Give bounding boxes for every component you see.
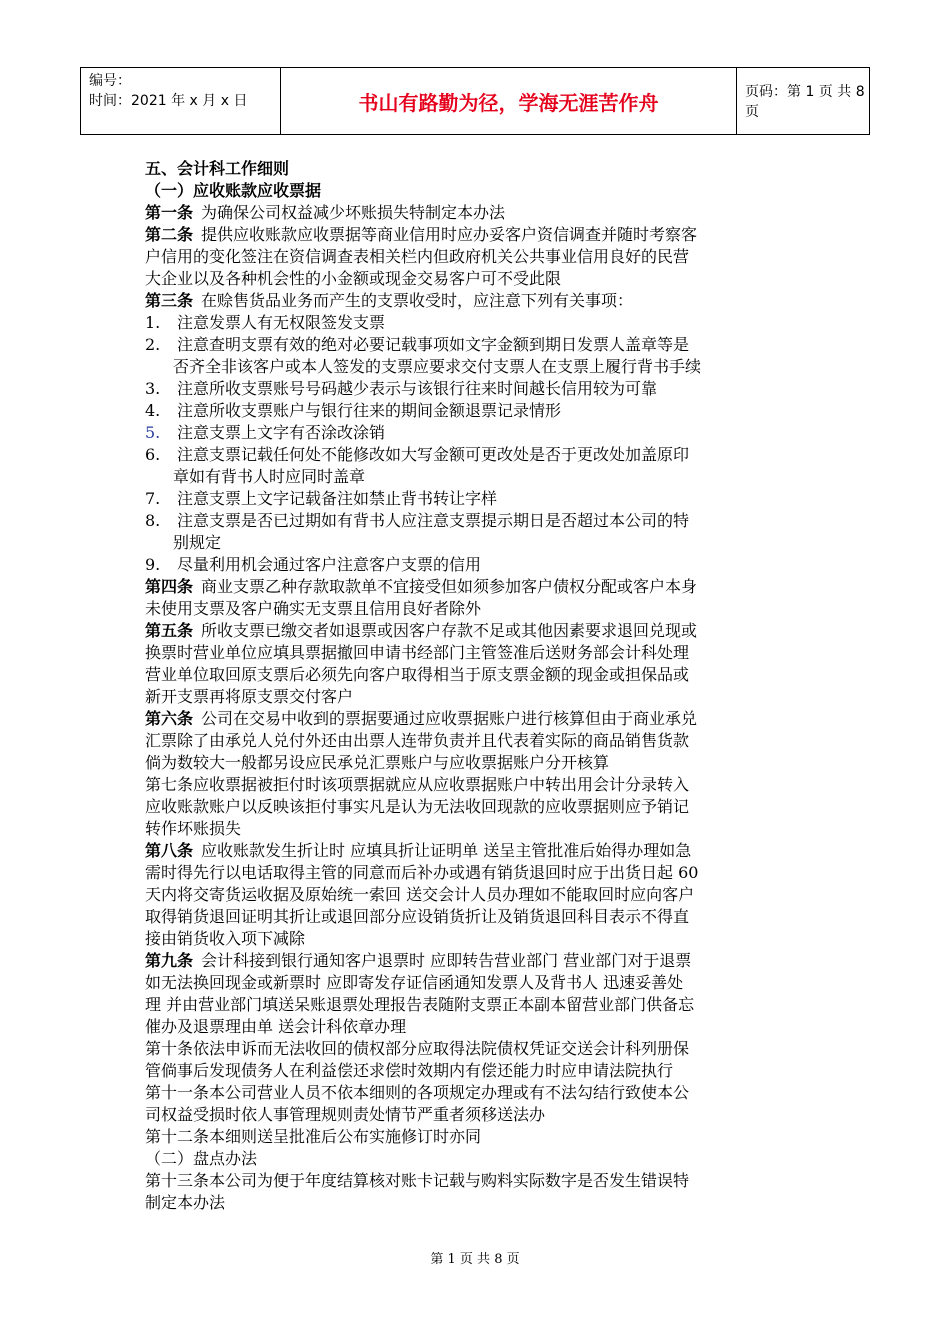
item-text: 注意所收支票账号号码越少表示与该银行往来时间越长信用较为可靠 [177, 379, 658, 398]
article-12-line: 第十二条本细则送呈批准后公布实施修订时亦同 [145, 1127, 482, 1146]
list-item [145, 422, 810, 444]
list-item-continuation: 否齐全非该客户或本人签发的支票应要求交付支票人在支票上履行背书手续 [173, 357, 702, 376]
list-item [145, 510, 810, 532]
item-text: 注意支票记载任何处不能修改如大写金额可更改处是否于更改处加盖原印 [177, 445, 690, 464]
item-text: 注意所收支票账户与银行往来的期间金额退票记录情形 [177, 401, 562, 420]
article-11-line: 第十一条本公司营业人员不依本细则的各项规定办理或有不法勾结行致使本公 [145, 1083, 690, 1102]
article-11-line: 司权益受损时依人事管理规则责处情节严重者须移送法办 [145, 1105, 546, 1124]
list-item [145, 312, 810, 334]
article-8-line: 天内将交寄货运收据及原始统一索回 送交会计人员办理如不能取回时应向客户 [145, 885, 695, 904]
item-number: 1. [145, 313, 161, 332]
article-5-line: 营业单位取回原支票后必须先向客户取得相当于原支票金额的现金或担保品或 [145, 665, 690, 684]
item-number: 2. [145, 335, 161, 354]
item-text: 尽量利用机会通过客户注意客户支票的信用 [177, 555, 482, 574]
header-time-label: 时间：2021 年 x 月 x 日 [89, 93, 248, 109]
article-text: 所收支票已缴交者如退票或因客户存款不足或其他因素要求退回兑现或 [201, 621, 698, 640]
item-number: 4. [145, 401, 161, 420]
list-item [145, 334, 810, 356]
article-13-line: 制定本办法 [145, 1193, 226, 1212]
article-3 [145, 290, 810, 312]
article-10-line: 管倘事后发现债务人在利益偿还求偿时效期内有偿还能力时应申请法院执行 [145, 1061, 674, 1080]
article-text: 商业支票乙种存款取款单不宜接受但如须参加客户债权分配或客户本身 [201, 577, 698, 596]
header-page-info: 页码：第 1 页 共 8 页 [745, 84, 865, 120]
item-number: 9. [145, 555, 161, 574]
article-8-line: 接由销货收入项下减除 [145, 929, 306, 948]
article-8-line: 取得销货退回证明其折让或退回部分应设销货折让及销货退回科目表示不得直 [145, 907, 690, 926]
article-text: 提供应收账款应收票据等商业信用时应办妥客户资信调查并随时考察客 [201, 225, 698, 244]
article-9-line: 催办及退票理由单 送会计科依章办理 [145, 1017, 407, 1036]
item-text: 注意查明支票有效的绝对必要记载事项如文字金额到期日发票人盖章等是 [177, 335, 690, 354]
header-motto: 书山有路勤为径，学海无涯苦作舟 [281, 68, 737, 134]
article-5-line: 换票时营业单位应填具票据撤回申请书经部门主管签准后送财务部会计科处理 [145, 643, 690, 662]
item-number: 5. [145, 423, 161, 442]
article-6-line [145, 708, 810, 730]
article-2-line: 户信用的变化签注在资信调查表相关栏内但政府机关公共事业信用良好的民营 [145, 247, 690, 266]
item-number: 6. [145, 445, 161, 464]
list-item-continuation: 别规定 [173, 533, 222, 552]
item-number: 7. [145, 489, 161, 508]
article-label: 第四条 [145, 577, 194, 596]
article-text: 应收账款发生折让时 应填具折让证明单 送呈主管批准后始得办理如急 [201, 841, 692, 860]
page-header [80, 67, 870, 135]
article-9-line: 如无法换回现金或新票时 应即寄发存证信函通知发票人及背书人 迅速妥善处 [145, 973, 684, 992]
article-4-line [145, 576, 810, 598]
subsection-title: （一）应收账款应收票据 [145, 181, 322, 200]
article-label: 第二条 [145, 225, 194, 244]
article-label: 第八条 [145, 841, 194, 860]
article-10-line: 第十条依法申诉而无法收回的债权部分应取得法院债权凭证交送会计科列册保 [145, 1039, 690, 1058]
list-item-continuation: 章如有背书人时应同时盖章 [173, 467, 366, 486]
article-8-line [145, 840, 810, 862]
subsection-2-title: （二）盘点办法 [145, 1149, 258, 1168]
article-text: 在赊售货品业务而产生的支票收受时，应注意下列有关事项： [201, 291, 634, 310]
article-text: 为确保公司权益减少坏账损失特制定本办法 [201, 203, 506, 222]
article-4-line: 未使用支票及客户确实无支票且信用良好者除外 [145, 599, 482, 618]
item-text: 注意支票上文字有否涂改涂销 [177, 423, 386, 442]
article-13-line: 第十三条本公司为便于年度结算核对账卡记载与购料实际数字是否发生错误特 [145, 1171, 690, 1190]
page-footer: 第 1 页 共 8 页 [430, 1252, 520, 1267]
article-2-line: 大企业以及各种机会性的小金额或现金交易客户可不受此限 [145, 269, 562, 288]
article-9-line [145, 950, 810, 972]
document-body [145, 158, 810, 1214]
article-5-line [145, 620, 810, 642]
article-7-line: 转作坏账损失 [145, 819, 242, 838]
item-number: 8. [145, 511, 161, 530]
article-label: 第九条 [145, 951, 194, 970]
article-9-line: 理 并由营业部门填送呆账退票处理报告表随附支票正本副本留营业部门供备忘 [145, 995, 695, 1014]
article-5-line: 新开支票再将原支票交付客户 [145, 687, 354, 706]
article-6-line: 汇票除了由承兑人兑付外还由出票人连带负责并且代表着实际的商品销售货款 [145, 731, 690, 750]
article-label: 第三条 [145, 291, 194, 310]
article-1 [145, 202, 810, 224]
article-7-line: 第七条应收票据被拒付时该项票据就应从应收票据账户中转出用会计分录转入 [145, 775, 690, 794]
header-number-label: 编号： [89, 73, 131, 89]
article-7-line: 应收账款账户以反映该拒付事实凡是认为无法收回现款的应收票据则应予销记 [145, 797, 690, 816]
list-item [145, 378, 810, 400]
article-8-line: 需时得先行以电话取得主管的同意而后补办或遇有销货退回时应于出货日起 60 [145, 863, 699, 882]
article-label: 第六条 [145, 709, 194, 728]
header-meta [81, 68, 281, 134]
article-label: 第五条 [145, 621, 194, 640]
item-text: 注意支票上文字记载备注如禁止背书转让字样 [177, 489, 498, 508]
article-2-line [145, 224, 810, 246]
article-label: 第一条 [145, 203, 194, 222]
item-text: 注意支票是否已过期如有背书人应注意支票提示期日是否超过本公司的特 [177, 511, 690, 530]
list-item [145, 444, 810, 466]
list-item [145, 554, 810, 576]
item-number: 3. [145, 379, 161, 398]
list-item [145, 400, 810, 422]
item-text: 注意发票人有无权限签发支票 [177, 313, 386, 332]
article-text: 公司在交易中收到的票据要通过应收票据账户进行核算但由于商业承兑 [201, 709, 698, 728]
article-text: 会计科接到银行通知客户退票时 应即转告营业部门 营业部门对于退票 [201, 951, 692, 970]
section-title: 五、会计科工作细则 [145, 159, 290, 178]
article-6-line: 倘为数较大一般都另设应民承兑汇票账户与应收票据账户分开核算 [145, 753, 610, 772]
list-item [145, 488, 810, 510]
